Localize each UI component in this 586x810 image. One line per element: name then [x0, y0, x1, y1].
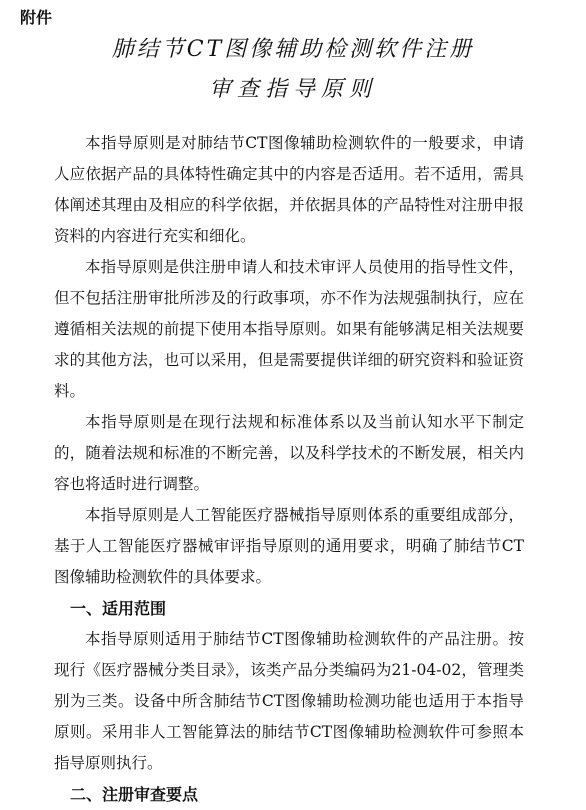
intro-paragraph-4: 本指导原则是人工智能医疗器械指导原则体系的重要组成部分，基于人工智能医疗器械审评指导原则的通用要求，明确了肺结节CT图像辅助检测软件的具体要求。: [54, 506, 524, 586]
document-title-line-2: 审查指导原则: [208, 77, 377, 102]
document-title-line-1: 肺结节CT图像辅助检测软件注册: [111, 37, 475, 62]
scope-paragraph: 本指导原则适用于肺结节CT图像辅助检测软件的产品注册。按现行《医疗器械分类目录》，该类产品分类编码为21-04-02，管理类别为三类。设备中所含肺结节CT图像辅助检测功能也适用于本指导原则。采用非人工智能算法的肺结节CT图像辅助检测软件可参照本指导原则执行。: [54, 630, 524, 772]
section-heading-review-points: 二、注册审查要点: [70, 785, 199, 804]
section-heading-scope: 一、适用范围: [70, 599, 167, 618]
attachment-label: 附件: [20, 8, 53, 27]
intro-paragraph-1: 本指导原则是对肺结节CT图像辅助检测软件的一般要求，申请人应依据产品的具体特性确定其中的内容是否适用。若不适用，需具体阐述其理由及相应的科学依据，并依据具体的产品特性对注册申报资料的内容进行充实和细化。: [54, 134, 524, 245]
intro-paragraph-2: 本指导原则是供注册申请人和技术审评人员使用的指导性文件，但不包括注册审批所涉及的行政事项，亦不作为法规强制执行，应在遵循相关法规的前提下使用本指导原则。如果有能够满足相关法规要求的其他方法，也可以采用，但是需要提供详细的研究资料和验证资料。: [54, 258, 524, 400]
intro-paragraph-3: 本指导原则是在现行法规和标准体系以及当前认知水平下制定的，随着法规和标准的不断完善，以及科学技术的不断发展，相关内容也将适时进行调整。: [54, 413, 524, 493]
document-body: [54, 128, 524, 810]
